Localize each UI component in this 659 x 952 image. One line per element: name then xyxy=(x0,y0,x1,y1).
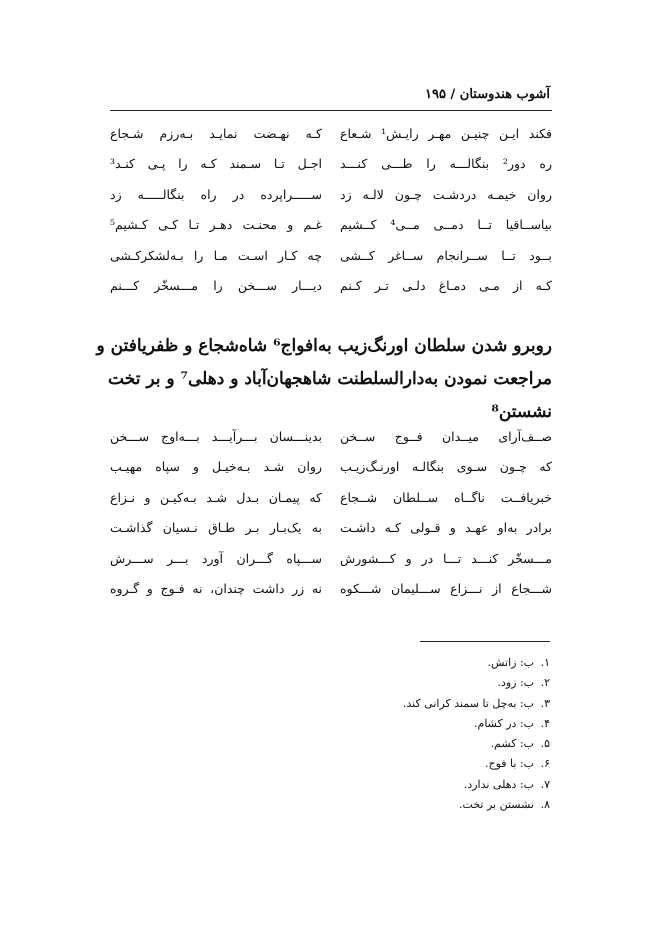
second-hemistich: کـه نهـضت نمایـد بـه‌رزم شـجاع xyxy=(110,126,322,141)
footnote xyxy=(300,694,550,714)
verse-line xyxy=(110,490,552,520)
second-hemistich: بدینـــسان بـــرآیـــد بـــه‌اوج ســـخن xyxy=(110,429,322,444)
section-heading-line: نشستن⁸ xyxy=(491,402,552,422)
verse-line xyxy=(110,278,552,308)
second-hemistich: ســـــراپرده در راه بنگالـــــه زد xyxy=(110,186,322,202)
running-header-title: آشوب هندوستان / ۱۹۵ xyxy=(425,87,550,102)
footnote xyxy=(300,714,550,734)
first-hemistich: شـــجاع از نـــزاع ســـلیمان شـــکوه xyxy=(340,580,552,596)
first-hemistich: فکند ایـن چنیـن مهـر رایـش¹ شـعاع xyxy=(340,126,552,141)
footnote xyxy=(300,795,550,815)
verse-line xyxy=(110,156,552,186)
second-hemistich: ســـپاه گـــران آورد بـــر ســـرش xyxy=(110,550,322,566)
second-hemistich: غـم و محنـت دهـر تـا کـی کـشیم⁵ xyxy=(110,217,322,233)
running-header xyxy=(110,78,552,111)
verse-line xyxy=(110,520,552,550)
first-hemistich: بــود تــا ســرانجام ســاغر کــشی xyxy=(340,247,552,263)
section-heading-line: روبرو شدن سلطان اورنگ‌زیب به‌افواج⁶ شاه‌شجاع و ظفریافتن و xyxy=(96,336,552,356)
verse-line xyxy=(110,126,552,156)
verse-line xyxy=(110,429,552,459)
second-hemistich: به یک‌بـار بـر طـاق نـسیان گذاشـت xyxy=(110,520,322,536)
first-hemistich: که چـون سـوی بنگالـه اورنـگ‌زیـب xyxy=(340,459,552,475)
verse-line xyxy=(110,551,552,581)
second-hemistich: اجـل تـا سـمند کـه را پـی کنـد³ xyxy=(110,156,322,172)
footnote-text: ب: به‌چل تا سمند کرانی کند. xyxy=(402,696,534,710)
second-hemistich: که پیمـان بـدل شـد بـه‌کیـن و نـزاع xyxy=(110,489,322,505)
footnote xyxy=(300,734,550,754)
section-heading xyxy=(96,330,552,429)
footnote-text: ب: در کشام. xyxy=(474,716,534,730)
verse-line xyxy=(110,248,552,278)
footnote-text: ب: کشم. xyxy=(490,737,534,751)
second-hemistich: دیـــار ســـخن را مـــسخّر کـــنم xyxy=(110,277,322,293)
footnote-text: ب: دهلی ندارد. xyxy=(463,777,534,791)
verse-line xyxy=(110,581,552,611)
footnotes xyxy=(300,653,550,815)
footnote-number: ۵. xyxy=(540,737,550,751)
footnote xyxy=(300,775,550,795)
second-hemistich: روان شـد بـه‌خیـل و سپاه مهیـب xyxy=(110,459,322,475)
verse-block-bottom xyxy=(110,429,552,611)
footnote xyxy=(300,653,550,673)
footnote-rule xyxy=(420,641,550,642)
verse-line xyxy=(110,187,552,217)
footnote xyxy=(300,754,550,774)
first-hemistich: ره دور² بنگالـــه را طـــی کنـــد xyxy=(340,156,552,172)
verse-line xyxy=(110,217,552,247)
footnote-number: ۴. xyxy=(540,716,550,730)
first-hemistich: روان خیمـه دردشـت چـون لالـه زد xyxy=(340,186,552,202)
footnote-text: ب: زاتش. xyxy=(487,656,534,669)
first-hemistich: مـــسخّر کنـــد تـــا در و کـــشورش xyxy=(340,550,552,566)
verse-line xyxy=(110,459,552,489)
section-heading-line: مراجعت نمودن به‌دارالسلطنت شاهجهان‌آباد و دهلی⁷ و بر تخت xyxy=(108,369,552,389)
first-hemistich: صــف‌آرای میــدان فــوج ســخن xyxy=(340,429,552,444)
footnote xyxy=(300,673,550,693)
verse-block-top xyxy=(110,126,552,308)
footnote-text: ب: زود. xyxy=(497,676,534,690)
footnote-text: ب: با فوج. xyxy=(484,757,534,771)
first-hemistich: خبریافــت ناگــاه ســلطان شــجاع xyxy=(340,489,552,505)
first-hemistich: برادر به‌او عهـد و قـولی کـه داشـت xyxy=(340,520,552,536)
second-hemistich: چه کـار اسـت مـا را بـه‌لشکرکـشی xyxy=(110,247,322,263)
footnote-number: ۱. xyxy=(540,656,550,669)
footnote-number: ۸. xyxy=(540,798,550,812)
footnote-number: ۶. xyxy=(540,757,550,771)
first-hemistich: کـه از مـی دمـاغ دلـی تـر کـنم xyxy=(340,277,552,293)
first-hemistich: بیاســاقیا تــا دمــی مــی⁴ کــشیم xyxy=(340,217,552,233)
footnote-number: ۲. xyxy=(540,676,550,690)
footnote-number: ۳. xyxy=(540,696,550,710)
second-hemistich: نه زر داشت چندان، نه فـوج و گـروه xyxy=(110,580,322,596)
footnote-number: ۷. xyxy=(540,777,550,791)
footnote-text: نشستن بر تخت. xyxy=(459,798,534,812)
